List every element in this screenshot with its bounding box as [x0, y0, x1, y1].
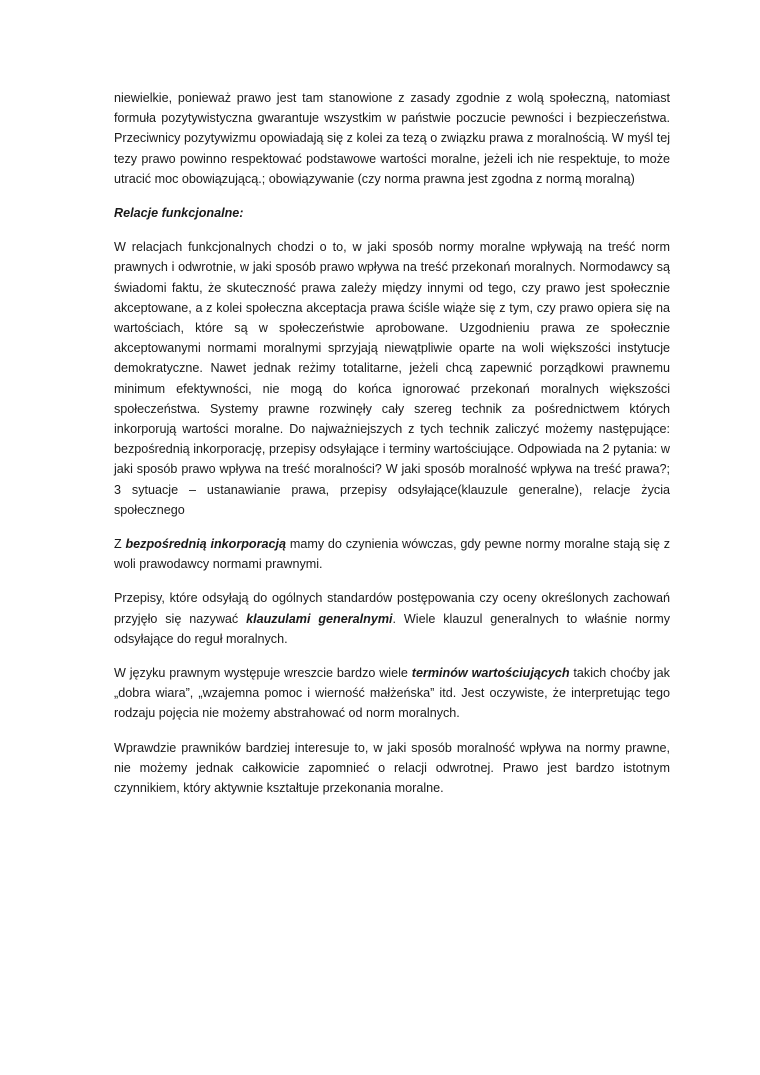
emphasis-direct-incorporation: bezpośrednią inkorporacją	[125, 537, 287, 552]
text-segment: Z	[114, 537, 126, 552]
paragraph-general-clauses	[114, 588, 670, 649]
text-segment: takich choćby jak „dobra wiara”, „wzajemna pomoc i wierność małżeńska” itd. Jest oczywiste, że interpretując tego rodzaju pojęcia nie możemy abstrahować od norm moralnych.	[114, 666, 670, 721]
text-segment: . Wiele klauzul generalnych to właśnie normy odsyłające do reguł moralnych.	[114, 611, 670, 646]
paragraph-law-shapes-morality: Wprawdzie prawników bardziej interesuje to, w jaki sposób moralność wpływa na normy prawne, nie możemy jednak całkowicie zapomnieć o relacji odwrotnej. Prawo jest bardzo istotnym czynnikiem, który aktywnie kształtuje przekonania moralne.	[114, 740, 670, 796]
paragraph-evaluative-terms	[114, 663, 670, 724]
emphasis-evaluative-terms: terminów wartościujących	[411, 666, 570, 681]
document-body	[114, 88, 670, 812]
emphasis-general-clauses: klauzulami generalnymi	[246, 611, 393, 626]
paragraph-legal-positivism: niewielkie, ponieważ prawo jest tam stanowione z zasady zgodnie z wolą społeczną, natomiast formuła pozytywistyczna gwarantuje wszystkim w państwie poczucie pewności i bezpieczeństwa. Przeciwnicy pozytywizmu opowiadają się z kolei za tezą o związku prawa z moralnością. W myśl tej tezy prawo powinno respektować podstawowe wartości moralne, jeżeli ich nie respektuje, to może utracić moc obowiązującą.; obowiązywanie (czy norma prawna jest zgodna z normą moralną)	[114, 91, 670, 186]
text-segment: W języku prawnym występuje wreszcie bardzo wiele	[114, 666, 412, 681]
paragraph-direct-incorporation	[114, 534, 670, 574]
section-heading-functional-relations: Relacje funkcjonalne:	[114, 206, 244, 221]
paragraph-functional-relations: W relacjach funkcjonalnych chodzi o to, w jaki sposób normy moralne wpływają na treść norm prawnych i odwrotnie, w jaki sposób prawo wpływa na treść przekonań moralnych. Normodawcy są świadomi faktu, że skuteczność prawa zależy między innymi od tego, czy prawo jest społecznie akceptowane, a z kolei społeczna akceptacja prawa ściśle wiąże się z tym, czy prawo opiera się na wartościach, które są w społeczeństwie aprobowane. Uzgodnieniu prawa ze społecznie akceptowanymi normami moralnymi sprzyjają niewątpliwie oparte na woli większości instytucje demokratyczne. Nawet jednak reżimy totalitarne, jeżeli chcą zapewnić porządkowi prawnemu minimum efektywności, nie mogą do końca ignorować przekonań moralnych większości społeczeństwa. Systemy prawne rozwinęły cały szereg technik za pośrednictwem których inkorporują wartości moralne. Do najważniejszych z tych technik zaliczyć możemy następujące: bezpośrednią inkorporację, przepisy odsyłające i terminy wartościujące. Odpowiada na 2 pytania: w jaki sposób prawo wpływa na treść moralności? W jaki sposób moralność wpływa na treść prawa?; 3 sytuacje – ustanawianie prawa, przepisy odsyłające(klauzule generalne), relacje życia społecznego	[114, 240, 670, 517]
text-segment: mamy do czynienia wówczas, gdy pewne normy moralne stają się z woli prawodawcy normami prawnymi.	[114, 537, 670, 572]
text-segment: Przepisy, które odsyłają do ogólnych standardów postępowania czy oceny określonych zachowań przyjęło się nazywać	[114, 591, 670, 626]
